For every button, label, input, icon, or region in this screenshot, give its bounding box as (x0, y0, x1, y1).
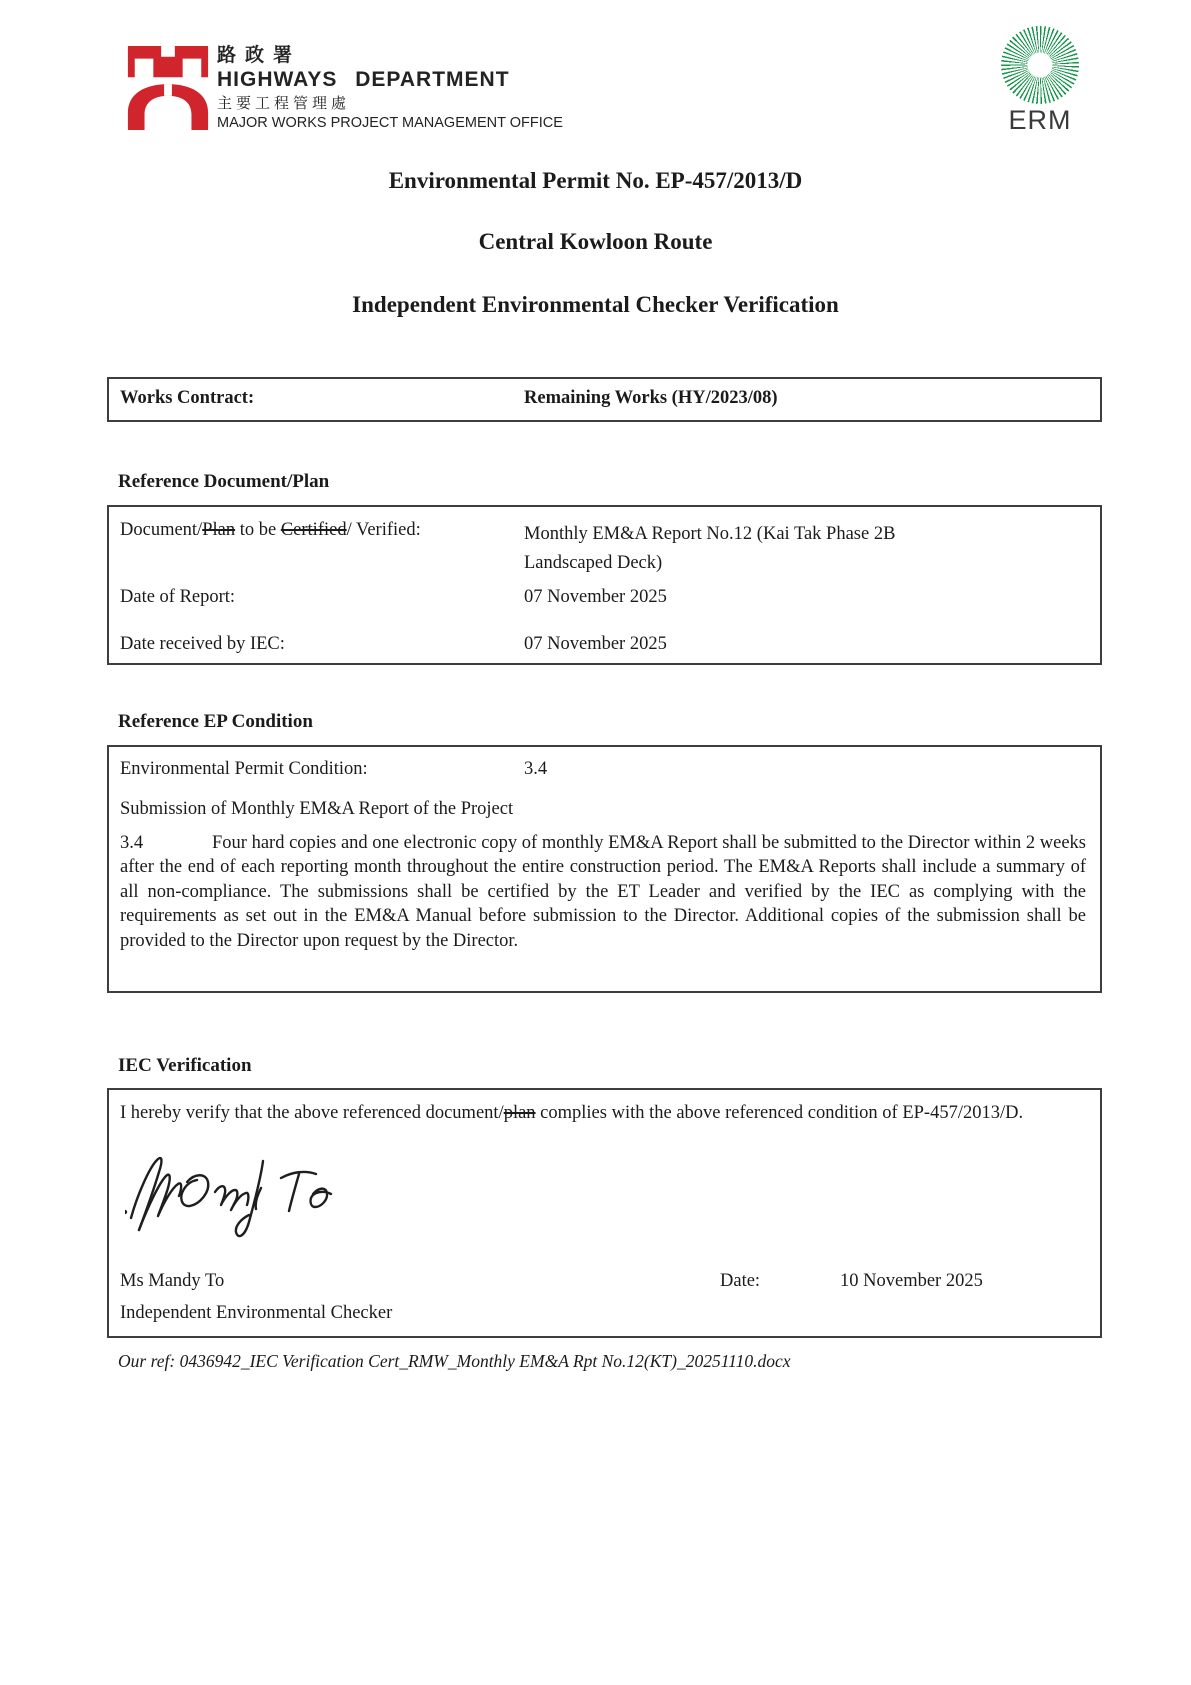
certificate-title: Independent Environmental Checker Verification (352, 292, 839, 317)
hyd-office-en: MAJOR WORKS PROJECT MANAGEMENT OFFICE (217, 115, 563, 131)
date-received-value: 07 November 2025 (524, 634, 667, 654)
signature-date-value: 10 November 2025 (840, 1271, 983, 1291)
label-part-struck-certified: Certified (280, 520, 347, 540)
statement-post: complies with the above referenced condition of EP-457/2013/D. (535, 1103, 1024, 1123)
signatory-name: Ms Mandy To (120, 1271, 225, 1291)
permit-number-title: Environmental Permit No. EP-457/2013/D (388, 168, 803, 193)
erm-wordmark: ERM (1008, 105, 1072, 135)
reference-document-box (107, 505, 1102, 665)
highways-department-logo (217, 45, 563, 132)
signature-date-label: Date: (720, 1271, 761, 1291)
ep-condition-label: Environmental Permit Condition: (120, 759, 368, 779)
reference-ep-condition-box (107, 745, 1102, 993)
iec-verification-box (107, 1088, 1102, 1338)
works-contract-box (107, 377, 1102, 422)
hyd-name-zh: 路政署 (217, 45, 302, 66)
label-part-struck-plan: Plan (202, 520, 236, 540)
clause-text: Four hard copies and one electronic copy of monthly EM&A Report shall be submitted to the Director within 2 weeks after the end of each reporting month throughout the entire construction period. The EM&A Reports shall include a summary of all non-compliance. The submissions shall be certified by the ET Leader and verified by the IEC as complying with the requirements as set out in the EM&A Manual before submission to the Director. Additional copies of the submission shall be provided to the Director upon request by the Director. (120, 833, 1086, 951)
ep-condition-value: 3.4 (524, 759, 548, 779)
document-to-be-verified-label (120, 520, 421, 541)
date-of-report-label: Date of Report: (120, 587, 236, 607)
ep-condition-clause (120, 831, 1086, 953)
label-part-post: / Verified: (346, 520, 421, 540)
date-of-report-value: 07 November 2025 (524, 587, 667, 607)
date-received-label: Date received by IEC: (120, 634, 285, 654)
reference-document-heading: Reference Document/Plan (118, 471, 330, 492)
erm-logo (998, 26, 1082, 136)
reference-ep-condition-heading: Reference EP Condition (118, 711, 313, 732)
clause-number: 3.4 (120, 833, 144, 853)
verification-statement (120, 1100, 1072, 1127)
highways-department-logo-icon (124, 44, 212, 132)
statement-struck-plan: plan (503, 1103, 536, 1123)
document-to-be-verified-value: Monthly EM&A Report No.12 (Kai Tak Phase 2B Landscaped Deck) (524, 524, 896, 573)
works-contract-value: Remaining Works (HY/2023/08) (524, 388, 778, 408)
hyd-office-zh: 主要工程管理處 (217, 95, 351, 112)
ep-condition-subject: Submission of Monthly EM&A Report of the Project (120, 799, 514, 819)
project-title: Central Kowloon Route (478, 229, 713, 254)
signature-handwriting (125, 1148, 381, 1244)
our-ref-line: Our ref: 0436942_IEC Verification Cert_RMW_Monthly EM&A Rpt No.12(KT)_20251110.docx (118, 1351, 791, 1371)
signatory-title: Independent Environmental Checker (120, 1303, 393, 1323)
erm-sunburst-icon (1001, 26, 1079, 104)
hyd-name-en: HIGHWAYS DEPARTMENT (217, 68, 510, 91)
label-part-mid: to be (235, 520, 281, 540)
statement-pre: I hereby verify that the above referenced document/ (120, 1103, 504, 1123)
label-part-pre: Document/ (120, 520, 203, 540)
works-contract-label: Works Contract: (120, 388, 255, 408)
iec-verification-heading: IEC Verification (118, 1055, 252, 1076)
